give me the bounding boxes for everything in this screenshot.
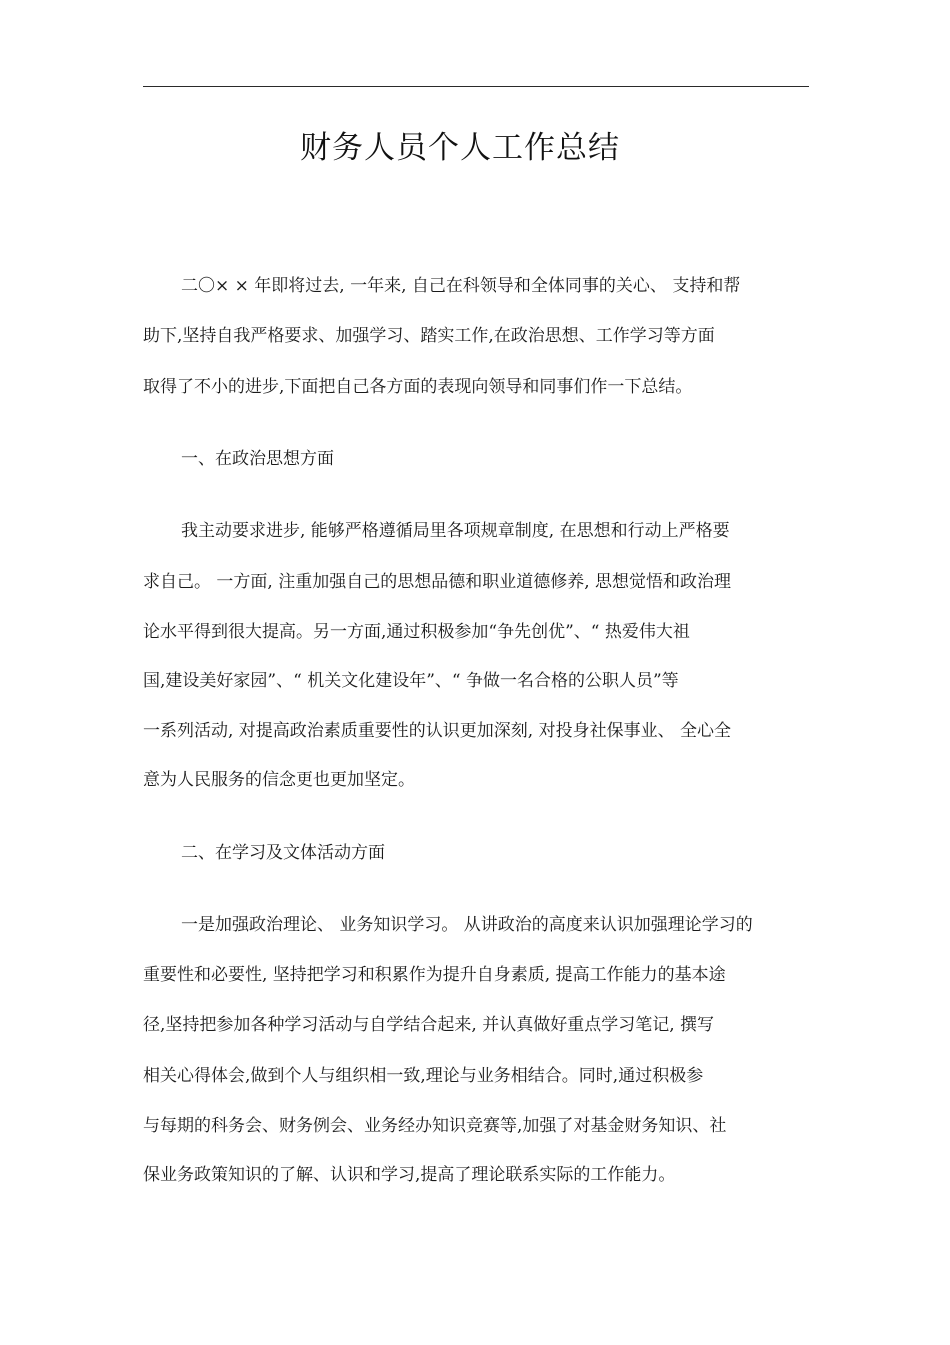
section-1-line-4: 国,建设美好家园”、“ 机关文化建设年”、“ 争做一名合格的公职人员”等 [143,671,679,691]
document-title: 财务人员个人工作总结 [300,130,620,166]
section-1-line-2: 求自己。 一方面, 注重加强自己的思想品德和职业道德修养, 思想觉悟和政治理 [143,572,732,592]
section-2-line-5: 与每期的科务会、财务例会、业务经办知识竞赛等,加强了对基金财务知识、社 [143,1116,727,1136]
section-2-line-2: 重要性和必要性, 坚持把学习和积累作为提升自身素质, 提高工作能力的基本途 [143,965,726,985]
intro-line-1: 二〇× × 年即将过去, 一年来, 自己在科领导和全体同事的关心、 支持和帮 [181,276,741,296]
section-1-heading: 一、在政治思想方面 [181,449,334,469]
intro-line-2: 助下,坚持自我严格要求、加强学习、踏实工作,在政治思想、工作学习等方面 [143,326,715,346]
section-1-line-5: 一系列活动, 对提高政治素质重要性的认识更加深刻, 对投身社保事业、 全心全 [143,721,732,741]
header-rule [143,86,809,87]
section-1-line-6: 意为人民服务的信念更也更加坚定。 [143,770,415,790]
section-2-heading: 二、在学习及文体活动方面 [181,843,385,863]
section-2-line-6: 保业务政策知识的了解、认识和学习,提高了理论联系实际的工作能力。 [143,1165,676,1185]
section-1-line-3: 论水平得到很大提高。另一方面,通过积极参加“争先创优”、“ 热爱伟大祖 [143,622,690,642]
section-1-line-1: 我主动要求进步, 能够严格遵循局里各项规章制度, 在思想和行动上严格要 [181,521,730,541]
section-2-line-1: 一是加强政治理论、 业务知识学习。 从讲政治的高度来认识加强理论学习的 [181,915,753,935]
section-2-line-3: 径,坚持把参加各种学习活动与自学结合起来, 并认真做好重点学习笔记, 撰写 [143,1015,715,1035]
intro-line-3: 取得了不小的进步,下面把自己各方面的表现向领导和同事们作一下总结。 [143,377,693,397]
section-2-line-4: 相关心得体会,做到个人与组织相一致,理论与业务相结合。同时,通过积极参 [143,1066,704,1086]
